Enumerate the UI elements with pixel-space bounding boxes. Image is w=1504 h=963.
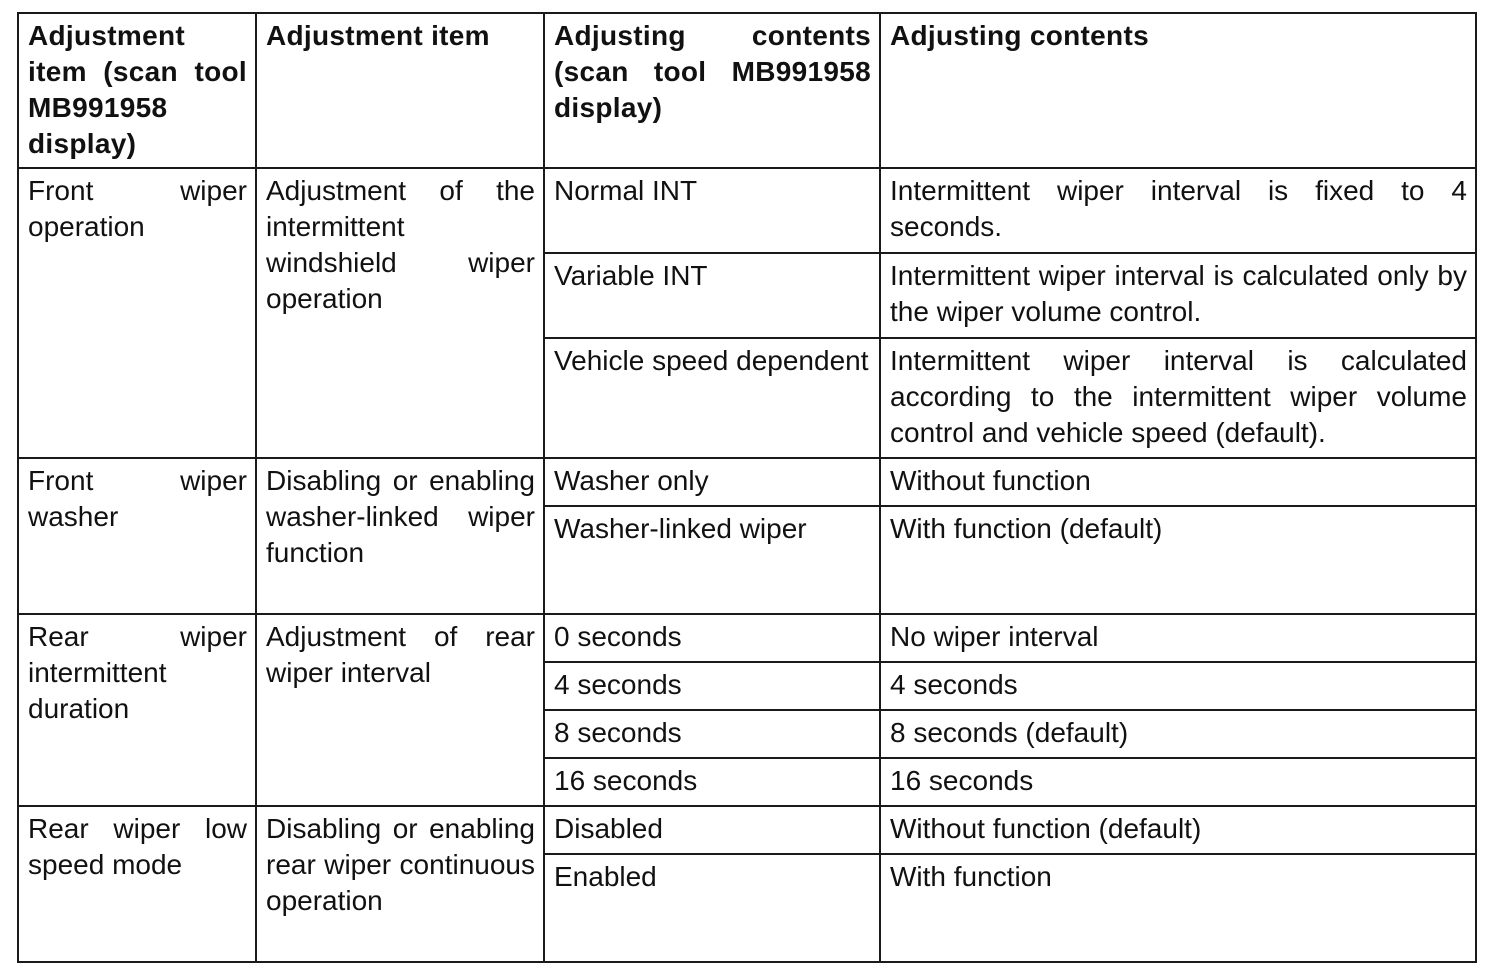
item-cell: Disabling or enabling washer-linked wiper function bbox=[256, 458, 544, 614]
adjustment-table bbox=[17, 12, 1477, 963]
contents-cell: With function (default) bbox=[880, 506, 1476, 614]
contents-cell: 4 seconds bbox=[880, 662, 1476, 710]
contents-cell: Without function (default) bbox=[880, 806, 1476, 854]
display-cell: 16 seconds bbox=[544, 758, 880, 806]
display-cell: Enabled bbox=[544, 854, 880, 962]
table-row bbox=[18, 168, 1476, 253]
contents-cell: Without function bbox=[880, 458, 1476, 506]
display-cell: Variable INT bbox=[544, 253, 880, 338]
display-cell: Normal INT bbox=[544, 168, 880, 253]
item-cell: Disabling or enabling rear wiper continuous operation bbox=[256, 806, 544, 962]
display-cell: 4 seconds bbox=[544, 662, 880, 710]
display-cell: 8 seconds bbox=[544, 710, 880, 758]
display-cell: Vehicle speed dependent bbox=[544, 338, 880, 458]
header-adjustment-item-display: Adjustment item (scan tool MB991958 display) bbox=[18, 13, 256, 168]
display-cell: 0 seconds bbox=[544, 614, 880, 662]
header-adjustment-item: Adjustment item bbox=[256, 13, 544, 168]
contents-cell: With function bbox=[880, 854, 1476, 962]
table-row bbox=[18, 614, 1476, 662]
contents-cell: 16 seconds bbox=[880, 758, 1476, 806]
contents-cell: No wiper interval bbox=[880, 614, 1476, 662]
header-adjusting-contents: Adjusting contents bbox=[880, 13, 1476, 168]
header-adjusting-contents-display: Adjusting contents (scan tool MB991958 display) bbox=[544, 13, 880, 168]
contents-cell: Intermittent wiper interval is calculated according to the intermittent wiper volume control and vehicle speed (default). bbox=[880, 338, 1476, 458]
table-header-row bbox=[18, 13, 1476, 168]
display-cell: Washer-linked wiper bbox=[544, 506, 880, 614]
item-display-cell: Rear wiper low speed mode bbox=[18, 806, 256, 962]
item-display-cell: Rear wiper intermittent duration bbox=[18, 614, 256, 806]
contents-cell: Intermittent wiper interval is calculated only by the wiper volume control. bbox=[880, 253, 1476, 338]
table-row bbox=[18, 806, 1476, 854]
display-cell: Disabled bbox=[544, 806, 880, 854]
item-display-cell: Front wiper washer bbox=[18, 458, 256, 614]
contents-cell: Intermittent wiper interval is fixed to 4 seconds. bbox=[880, 168, 1476, 253]
contents-cell: 8 seconds (default) bbox=[880, 710, 1476, 758]
display-cell: Washer only bbox=[544, 458, 880, 506]
table-row bbox=[18, 458, 1476, 506]
item-cell: Adjustment of the intermittent windshield wiper operation bbox=[256, 168, 544, 458]
item-display-cell: Front wiper operation bbox=[18, 168, 256, 458]
item-cell: Adjustment of rear wiper interval bbox=[256, 614, 544, 806]
